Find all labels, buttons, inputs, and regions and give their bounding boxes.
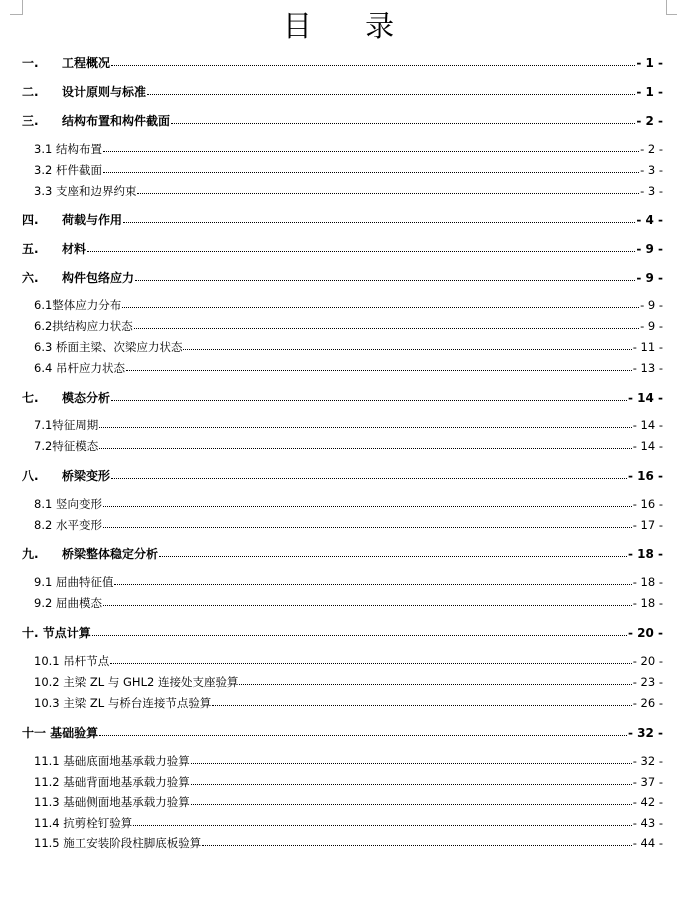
toc-entry-text: 材料 [62, 242, 87, 256]
toc-subsection-entry[interactable] [0, 183, 687, 199]
toc-page-number: - 3 - [640, 163, 663, 177]
toc-subsection-entry[interactable] [0, 141, 687, 157]
toc-page-number: - 2 - [640, 142, 663, 156]
toc-section-entry[interactable] [0, 240, 687, 257]
toc-entry-text: 桥梁整体稳定分析 [62, 547, 159, 561]
toc-section-entry[interactable] [0, 112, 687, 129]
toc-section-entry[interactable] [0, 624, 687, 641]
toc-entry-text: 6.1整体应力分布 [34, 298, 122, 312]
toc-entry-number: 九. [22, 547, 39, 561]
toc-subsection-entry[interactable] [0, 574, 687, 590]
toc-dot-leader [159, 555, 627, 557]
toc-dot-leader [135, 279, 635, 281]
toc-entry-number: 三. [22, 114, 39, 128]
toc-dot-leader [111, 477, 627, 479]
toc-dot-leader [99, 447, 631, 449]
toc-page-number: - 20 - [627, 626, 663, 640]
toc-section-entry[interactable] [0, 269, 687, 286]
toc-entry-text: 设计原则与标准 [62, 85, 147, 99]
toc-entry-text: 11.4 抗剪栓钉验算 [34, 816, 133, 830]
toc-subsection-entry[interactable] [0, 753, 687, 769]
toc-subsection-entry[interactable] [0, 438, 687, 454]
toc-page-number: - 26 - [632, 696, 663, 710]
toc-subsection-entry[interactable] [0, 318, 687, 334]
toc-dot-leader [110, 662, 631, 664]
toc-dot-leader [171, 122, 635, 124]
toc-entry-number: 六. [22, 271, 39, 285]
toc-page-number: - 42 - [632, 795, 663, 809]
toc-page-number: - 3 - [640, 184, 663, 198]
toc-section-entry[interactable] [0, 83, 687, 100]
toc-subsection-entry[interactable] [0, 496, 687, 512]
toc-subsection-entry[interactable] [0, 417, 687, 433]
toc-section-entry[interactable] [0, 54, 687, 71]
toc-subsection-entry[interactable] [0, 794, 687, 810]
toc-subsection-entry[interactable] [0, 360, 687, 376]
toc-subsection-entry[interactable] [0, 653, 687, 669]
toc-page-number: - 43 - [632, 816, 663, 830]
toc-page-number: - 9 - [640, 319, 663, 333]
toc-page-number: - 14 - [632, 439, 663, 453]
toc-entry-text: 8.1 竖向变形 [34, 497, 102, 511]
toc-entry-text: 11.3 基础侧面地基承载力验算 [34, 795, 190, 809]
toc-dot-leader [147, 93, 635, 95]
toc-entry-text: 3.3 支座和边界约束 [34, 184, 137, 198]
toc-dot-leader [137, 192, 639, 194]
toc-dot-leader [99, 734, 627, 736]
toc-dot-leader [183, 348, 631, 350]
toc-entry-text: 3.1 结构布置 [34, 142, 102, 156]
toc-page-number: - 14 - [627, 391, 663, 405]
toc-subsection-entry[interactable] [0, 815, 687, 831]
toc-dot-leader [114, 583, 631, 585]
toc-subsection-entry[interactable] [0, 297, 687, 313]
toc-page-number: - 32 - [627, 726, 663, 740]
toc-subsection-entry[interactable] [0, 517, 687, 533]
toc-entry-text: 桥梁变形 [62, 469, 111, 483]
toc-section-entry[interactable] [0, 724, 687, 741]
toc-entry-text: 3.2 杆件截面 [34, 163, 102, 177]
toc-page-number: - 9 - [636, 242, 663, 256]
toc-entry-text: 11.5 施工安装阶段柱脚底板验算 [34, 836, 202, 850]
toc-dot-leader [212, 704, 631, 706]
toc-dot-leader [191, 783, 632, 785]
toc-entry-text: 9.2 屈曲模态 [34, 596, 102, 610]
toc-entry-text: 10.3 主梁 ZL 与桥台连接节点验算 [34, 696, 212, 710]
toc-entry-text: 7.2特征模态 [34, 439, 99, 453]
toc-dot-leader [103, 505, 632, 507]
toc-dot-leader [92, 634, 627, 636]
toc-page-number: - 2 - [636, 114, 663, 128]
toc-entry-text: 十. 节点计算 [22, 626, 91, 640]
toc-section-entry[interactable] [0, 467, 687, 484]
toc-page-number: - 1 - [636, 85, 663, 99]
toc-entry-text: 10.2 主梁 ZL 与 GHL2 连接处支座验算 [34, 675, 239, 689]
toc-entry-text: 十一 基础验算 [22, 726, 99, 740]
toc-dot-leader [122, 306, 639, 308]
toc-page-number: - 18 - [632, 575, 663, 589]
toc-entry-text: 工程概况 [62, 56, 111, 70]
toc-page-number: - 16 - [632, 497, 663, 511]
toc-dot-leader [111, 64, 635, 66]
toc-page-number: - 14 - [632, 418, 663, 432]
toc-entry-text: 荷载与作用 [62, 213, 123, 227]
toc-subsection-entry[interactable] [0, 162, 687, 178]
toc-page-number: - 9 - [636, 271, 663, 285]
toc-dot-leader [123, 221, 635, 223]
toc-entry-text: 7.1特征周期 [34, 418, 99, 432]
toc-entry-number: 二. [22, 85, 39, 99]
toc-title: 目 录 [282, 9, 417, 43]
toc-entry-number: 七. [22, 391, 39, 405]
toc-entry-text: 结构布置和构件截面 [62, 114, 171, 128]
toc-page-number: - 1 - [636, 56, 663, 70]
toc-page-number: - 17 - [632, 518, 663, 532]
toc-entry-text: 10.1 吊杆节点 [34, 654, 110, 668]
toc-page-number: - 44 - [632, 836, 663, 850]
toc-entry-text: 6.4 吊杆应力状态 [34, 361, 125, 375]
toc-page-number: - 4 - [636, 213, 663, 227]
toc-subsection-entry[interactable] [0, 835, 687, 851]
toc-entry-text: 构件包络应力 [62, 271, 135, 285]
toc-page-number: - 37 - [632, 775, 663, 789]
toc-dot-leader [239, 683, 631, 685]
toc-subsection-entry[interactable] [0, 595, 687, 611]
toc-page-number: - 20 - [632, 654, 663, 668]
toc-entry-number: 五. [22, 242, 39, 256]
toc-dot-leader [202, 844, 631, 846]
toc-entry-text: 模态分析 [62, 391, 111, 405]
toc-dot-leader [103, 171, 639, 173]
toc-section-entry[interactable] [0, 389, 687, 406]
toc-page-number: - 23 - [632, 675, 663, 689]
toc-subsection-entry[interactable] [0, 774, 687, 790]
toc-page-number: - 18 - [632, 596, 663, 610]
toc-entry-text: 6.2拱结构应力状态 [34, 319, 133, 333]
toc-subsection-entry[interactable] [0, 695, 687, 711]
toc-dot-leader [99, 426, 631, 428]
toc-dot-leader [111, 399, 627, 401]
toc-subsection-entry[interactable] [0, 339, 687, 355]
toc-entry-text: 6.3 桥面主梁、次梁应力状态 [34, 340, 183, 354]
toc-dot-leader [126, 369, 632, 371]
toc-section-entry[interactable] [0, 211, 687, 228]
toc-page-number: - 11 - [632, 340, 663, 354]
toc-dot-leader [103, 604, 632, 606]
toc-page-number: - 16 - [627, 469, 663, 483]
toc-entry-text: 11.2 基础背面地基承载力验算 [34, 775, 190, 789]
toc-entry-number: 八. [22, 469, 39, 483]
toc-dot-leader [133, 824, 631, 826]
toc-dot-leader [134, 327, 639, 329]
toc-page-number: - 32 - [632, 754, 663, 768]
toc-dot-leader [191, 803, 632, 805]
toc-page-number: - 18 - [627, 547, 663, 561]
toc-dot-leader [103, 150, 639, 152]
toc-section-entry[interactable] [0, 545, 687, 562]
toc-entry-number: 四. [22, 213, 39, 227]
toc-entry-number: 一. [22, 56, 39, 70]
toc-page-number: - 9 - [640, 298, 663, 312]
toc-subsection-entry[interactable] [0, 674, 687, 690]
toc-entry-text: 11.1 基础底面地基承载力验算 [34, 754, 190, 768]
toc-dot-leader [191, 762, 632, 764]
toc-page-number: - 13 - [632, 361, 663, 375]
toc-dot-leader [103, 526, 632, 528]
toc-entry-text: 8.2 水平变形 [34, 518, 102, 532]
toc-dot-leader [87, 250, 635, 252]
toc-entry-text: 9.1 屈曲特征值 [34, 575, 114, 589]
